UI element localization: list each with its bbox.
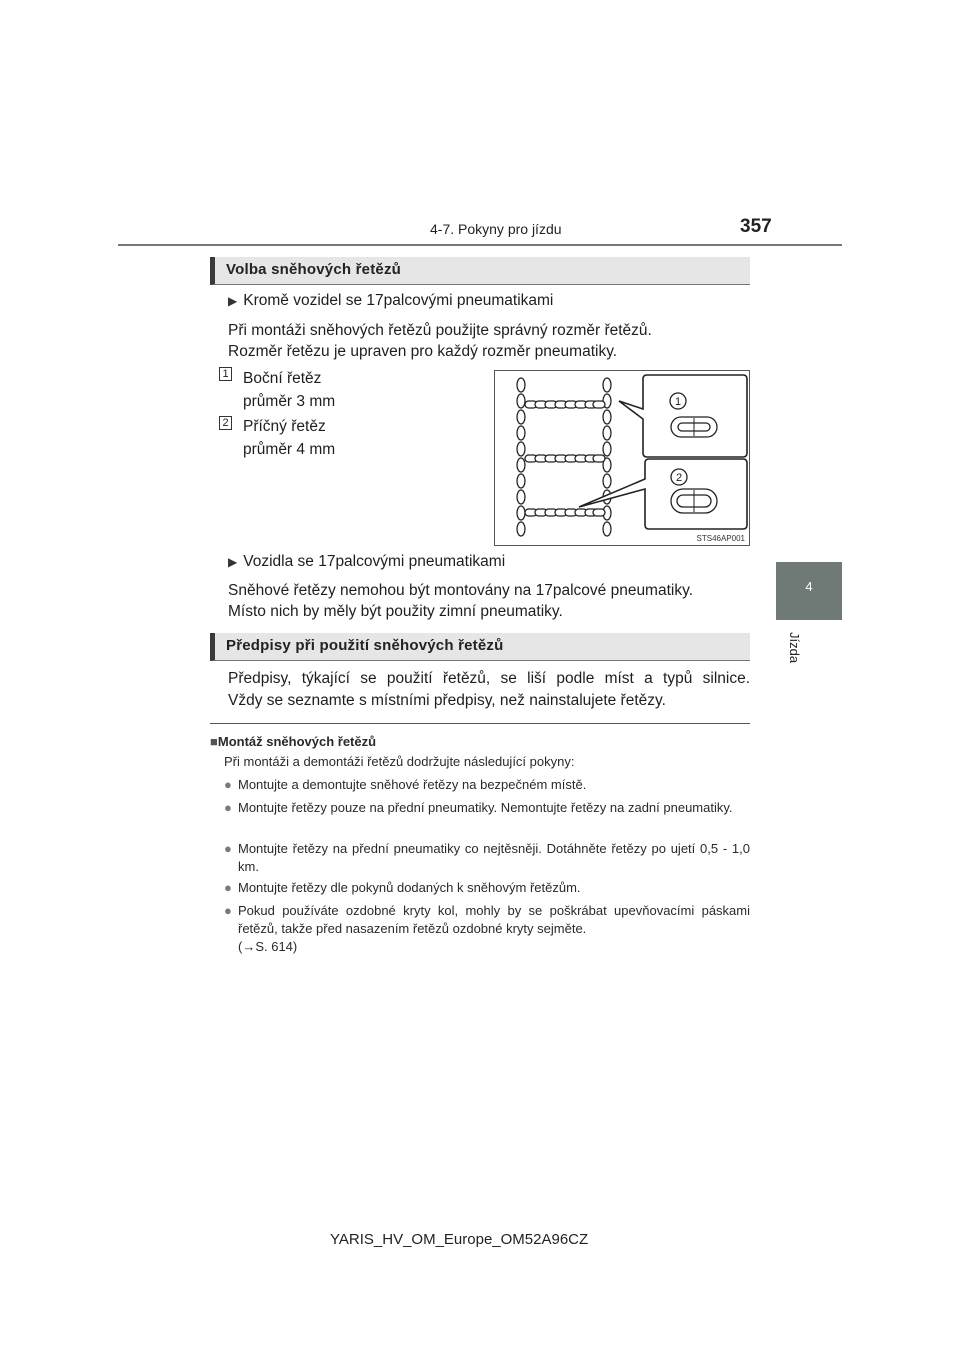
bullet-dot-icon: ● (224, 777, 232, 792)
snow-chain-drawing (495, 371, 750, 546)
case2-heading-text: Vozidla se 17palcovými pneumatikami (243, 553, 506, 570)
case1-text-line2: Rozměr řetězu je upraven pro každý rozměr pneumatiky. (228, 343, 618, 360)
section-heading-chains-text: Volba sněhových řetězů (226, 261, 402, 278)
side-chain-left (517, 378, 525, 536)
svg-text:1: 1 (674, 396, 682, 408)
page-number: 357 (740, 216, 772, 237)
note-bullet-1 (224, 776, 750, 794)
note-bullet-4-text: Montujte řetězy dle pokynů dodaných k sněhovým řetězům. (238, 880, 581, 895)
note-bullet-5-text: Pokud používáte ozdobné kryty kol, mohly by se poškrábat upevňovacími páskami řetězů, takže před nasazením řetězů ozdobné kryty sejměte. (238, 903, 750, 936)
item-2-name: Příčný řetěz (243, 418, 326, 435)
note-bullet-5 (224, 902, 750, 938)
case1-text-line1: Při montáži sněhových řetězů použijte správný rozměr řetězů. (228, 322, 652, 339)
case2-text-line1: Sněhové řetězy nemohou být montovány na 17palcové pneumatiky. (228, 582, 693, 599)
header-section-title: 4-7. Pokyny pro jízdu (430, 221, 562, 237)
page-reference-link[interactable]: (→S. 614) (238, 939, 298, 954)
triangle-bullet-icon: ▶ (228, 294, 238, 308)
header-rule (118, 244, 842, 246)
divider (210, 723, 750, 724)
regulations-text-line2: Vždy se seznamte s místními předpisy, než nainstalujete řetězy. (228, 692, 666, 709)
chapter-number: 4 (805, 579, 813, 594)
figure-code: STS46AP001 (696, 534, 745, 543)
notes-title-text: Montáž sněhových řetězů (217, 734, 377, 749)
case2-heading (228, 549, 505, 575)
case2-text-line2: Místo nich by měly být použity zimní pneumatiky. (228, 603, 563, 620)
square-bullet-icon: ■ (210, 734, 218, 749)
note-bullet-2 (224, 799, 750, 817)
chapter-tab (776, 562, 842, 620)
callout-1 (619, 375, 747, 457)
notes-title (210, 733, 376, 751)
case1-heading (228, 288, 553, 314)
bullet-dot-icon: ● (224, 841, 232, 856)
item-number-2: 2 (219, 416, 232, 430)
note-bullet-3-text: Montujte řetězy na přední pneumatiky co nejtěsněji. Dotáhněte řetězy po ujetí 0,5 - 1,0 km. (238, 841, 750, 874)
regulations-text-line1: Předpisy, týkající se použití řetězů, se liší podle míst a typů silnice. (228, 670, 750, 687)
note-bullet-4 (224, 879, 750, 897)
cross-chain-top (525, 401, 605, 408)
cross-chain-bottom (525, 509, 605, 516)
section-heading-regulations-text: Předpisy při použití sněhových řetězů (226, 637, 504, 654)
snow-chain-illustration (494, 370, 750, 546)
chapter-label (780, 632, 840, 672)
item-1-name: Boční řetěz (243, 370, 322, 387)
cross-chain-middle (525, 455, 605, 462)
bullet-dot-icon: ● (224, 880, 232, 895)
case1-heading-text: Kromě vozidel se 17palcovými pneumatikami (243, 292, 554, 309)
item-1-spec: průměr 3 mm (243, 393, 336, 410)
note-bullet-2-text: Montujte řetězy pouze na přední pneumatiky. Nemontujte řetězy na zadní pneumatiky. (238, 800, 733, 815)
chapter-label-text: Jízda (787, 632, 802, 664)
document-code-footer: YARIS_HV_OM_Europe_OM52A96CZ (330, 1231, 589, 1248)
section-heading-regulations (210, 633, 750, 661)
bullet-dot-icon: ● (224, 800, 232, 815)
bullet-dot-icon: ● (224, 903, 232, 918)
section-heading-chains (210, 257, 750, 285)
notes-intro: Při montáži a demontáži řetězů dodržujte následující pokyny: (224, 754, 575, 769)
item-2-spec: průměr 4 mm (243, 441, 336, 458)
note-bullet-1-text: Montujte a demontujte sněhové řetězy na bezpečném místě. (238, 777, 587, 792)
item-number-1: 1 (219, 367, 232, 381)
triangle-bullet-icon: ▶ (228, 555, 238, 569)
note-bullet-3 (224, 840, 750, 876)
svg-text:2: 2 (675, 472, 683, 484)
